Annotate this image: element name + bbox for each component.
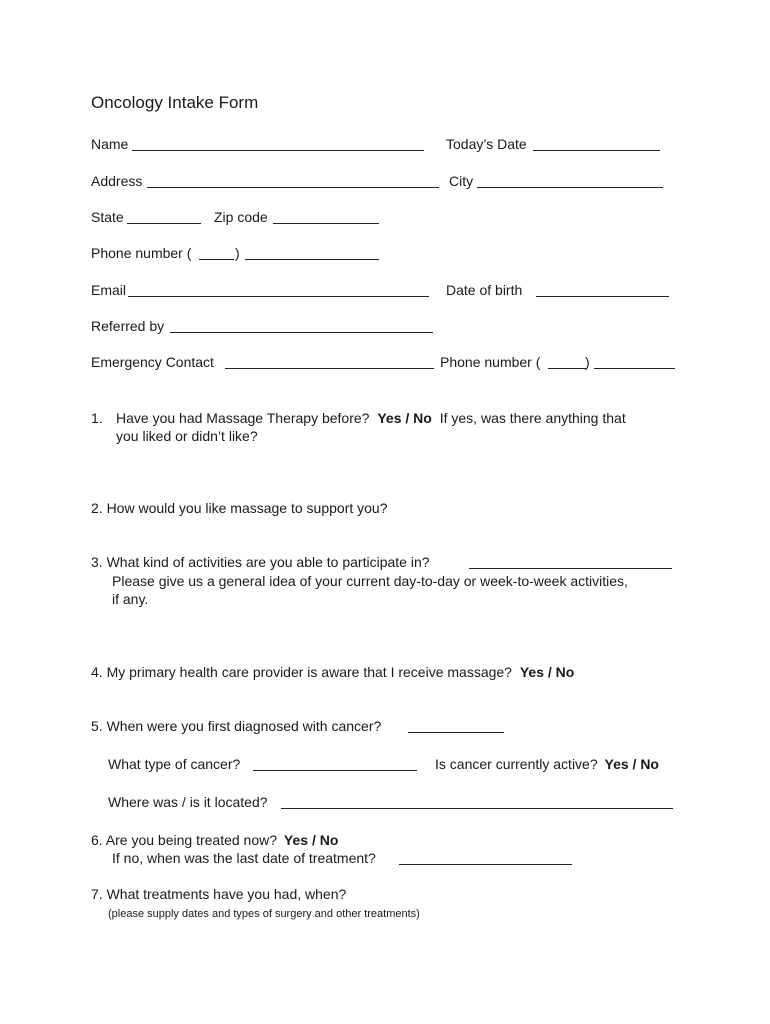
q1-number: 1. [91,410,103,426]
q5-type-line[interactable] [253,770,417,771]
address-label: Address [91,173,143,189]
question-7: 7. What treatments have you had, when? [91,886,347,902]
q3-line3: if any. [112,591,149,607]
question-2: 2. How would you like massage to support you? [91,500,388,516]
name-input-line[interactable] [132,150,424,151]
q3-input-line[interactable] [469,568,672,569]
emergency-phone-label: Phone number ( [440,354,541,370]
email-label: Email [91,282,127,298]
city-label: City [449,173,474,189]
q6-last-treatment-line[interactable] [399,864,572,865]
q1-yes-no[interactable]: Yes / No [377,410,432,426]
question-4 [91,663,574,681]
q6-line2: If no, when was the last date of treatment? [112,850,376,866]
phone-number-line[interactable] [245,259,379,260]
dob-label: Date of birth [446,282,523,298]
emergency-phone-number-line[interactable] [594,368,675,369]
q3-line2: Please give us a general idea of your current day-to-day or week-to-week activities, [112,573,628,589]
q5-diagnosed-line[interactable] [408,732,504,733]
q1-follow: If yes, was there anything that [439,410,626,426]
zip-label: Zip code [214,209,268,225]
zip-input-line[interactable] [273,223,379,224]
q5-type-label: What type of cancer? [108,756,241,772]
name-label: Name [91,136,129,152]
emergency-phone-paren: ) [585,354,590,370]
q1-follow-line2: you liked or didn’t like? [116,428,258,444]
address-input-line[interactable] [147,187,439,188]
q5-active-label: Is cancer currently active? [435,756,598,772]
q5-active-yes-no[interactable]: Yes / No [604,756,659,772]
question-5: 5. When were you first diagnosed with cancer? [91,718,382,734]
referred-by-label: Referred by [91,318,165,334]
city-input-line[interactable] [477,187,663,188]
email-input-line[interactable] [128,296,429,297]
referred-by-input-line[interactable] [170,332,433,333]
state-input-line[interactable] [127,223,201,224]
q5-active [435,755,659,773]
q5-location-label: Where was / is it located? [108,794,268,810]
state-label: State [91,209,124,225]
emergency-contact-label: Emergency Contact [91,354,214,370]
q4-text: 4. My primary health care provider is aware that I receive massage? [91,664,512,680]
question-1 [116,409,626,427]
q7-note: (please supply dates and types of surgery and other treatments) [108,908,420,920]
phone-area-code-line[interactable] [199,259,234,260]
question-6 [91,831,338,849]
todays-date-label: Today’s Date [446,136,527,152]
todays-date-input-line[interactable] [533,150,660,151]
emergency-contact-input-line[interactable] [225,368,434,369]
form-title: Oncology Intake Form [91,93,259,112]
q6-text: 6. Are you being treated now? [91,832,278,848]
q5-location-line[interactable] [281,808,673,809]
phone-label: Phone number ( [91,245,192,261]
emergency-phone-area-line[interactable] [548,368,586,369]
q4-yes-no[interactable]: Yes / No [519,664,575,680]
q6-yes-no[interactable]: Yes / No [283,832,339,848]
question-3: 3. What kind of activities are you able to participate in? [91,554,430,570]
phone-paren: ) [235,245,240,261]
dob-input-line[interactable] [536,296,669,297]
q1-text: Have you had Massage Therapy before? [116,410,370,426]
